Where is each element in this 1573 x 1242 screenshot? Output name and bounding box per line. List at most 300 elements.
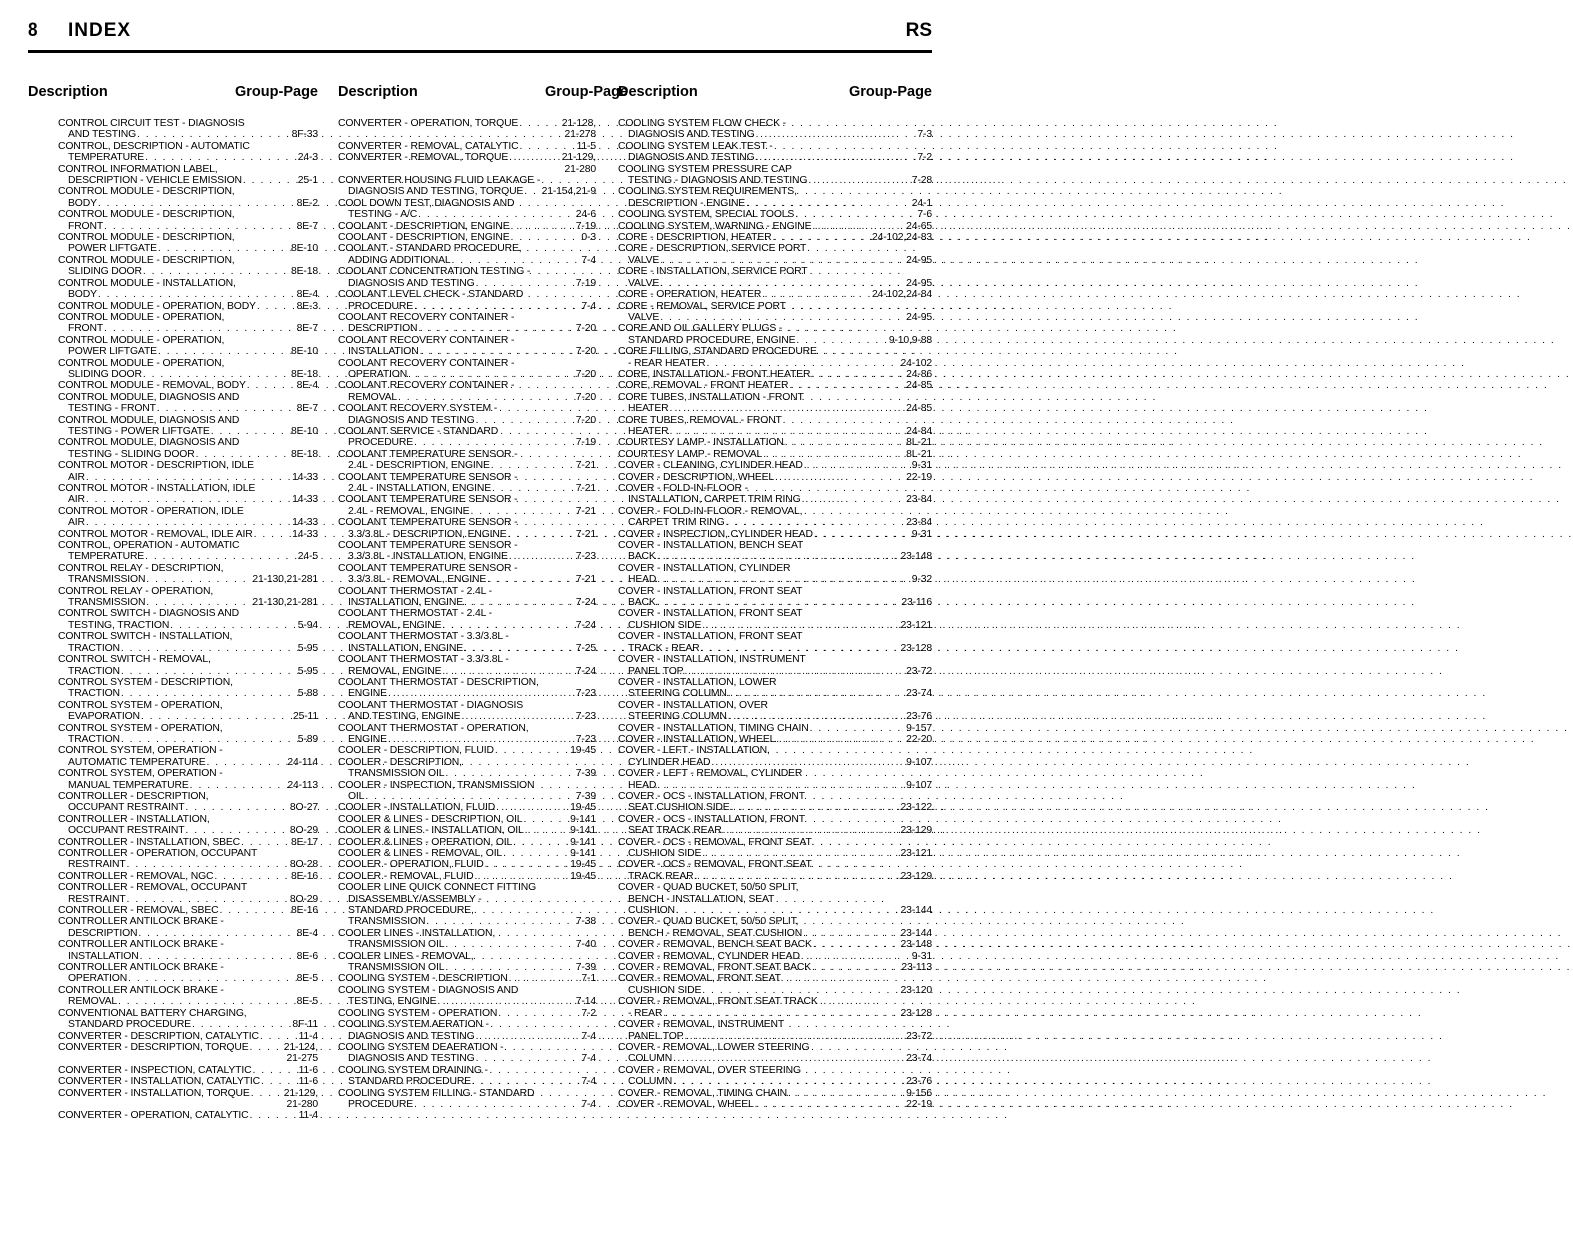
entry-text: CORE TUBES, REMOVAL - FRONT <box>618 414 782 426</box>
page-reference: 7-39 <box>575 768 596 780</box>
entry-text: CONTROL MOTOR - DESCRIPTION, IDLE <box>58 460 254 472</box>
entry-text: COOLING SYSTEM - DESCRIPTION <box>338 973 508 985</box>
dot-leader <box>727 688 906 699</box>
index-entry <box>58 631 318 654</box>
index-entry <box>58 608 318 631</box>
entry-text: REMOVAL <box>68 996 117 1008</box>
dot-leader <box>419 346 576 357</box>
entry-text: COOLANT RECOVERY CONTAINER - <box>338 380 515 392</box>
entry-text: SEAT CUSHION SIDE <box>628 802 730 814</box>
index-entry <box>58 1065 318 1076</box>
dot-leader <box>475 278 576 289</box>
entry-text: COVER - OCS - INSTALLATION, FRONT <box>618 790 805 802</box>
entry-text: COVER - REMOVAL, INSTRUMENT <box>618 1019 785 1031</box>
index-entry <box>58 586 318 609</box>
index-entry <box>58 745 318 768</box>
page-reference: 8E-5 <box>296 973 318 985</box>
entry-text: CONVENTIONAL BATTERY CHARGING, <box>58 1007 247 1019</box>
entry-text: TRANSMISSION OIL <box>348 962 445 974</box>
entry-text: TRACK REAR <box>628 870 694 882</box>
page-reference: 7-23 <box>575 551 596 563</box>
entry-text: CONTROL MODULE - REMOVAL, BODY <box>58 380 246 392</box>
page-reference: 7-21 <box>575 574 596 586</box>
entry-text: COVER - INSTALLATION, CYLINDER <box>618 562 791 574</box>
entry-text: TRACTION <box>68 688 120 700</box>
index-entry <box>58 186 318 209</box>
dot-leader <box>800 951 912 962</box>
entry-text: CONTROL RELAY - OPERATION, <box>58 585 214 597</box>
dot-leader <box>807 175 911 186</box>
index-entry <box>618 1065 932 1088</box>
dot-leader <box>656 551 901 562</box>
dot-leader <box>387 688 576 699</box>
entry-text: CONTROLLER - INSTALLATION, <box>58 813 210 825</box>
entry-text: DESCRIPTION - VEHICLE EMISSION <box>68 175 242 187</box>
dot-leader <box>85 472 292 483</box>
entry-text: PROCEDURE <box>348 1098 414 1110</box>
index-entry <box>618 460 932 471</box>
entry-text: COVER - INSTALLATION, TIMING CHAIN <box>618 722 809 734</box>
page-reference-continued: 21-280 <box>564 163 596 175</box>
entry-text: COVER - FOLD-IN-FLOOR - REMOVAL, <box>618 505 803 517</box>
dot-leader <box>242 175 298 186</box>
dot-leader <box>169 620 298 631</box>
entry-text: DESCRIPTION <box>348 323 418 335</box>
page-reference: 23-76 <box>906 1076 932 1088</box>
entry-text: CUSHION SIDE <box>628 619 702 631</box>
page-reference: 8E-16 <box>291 870 318 882</box>
page-reference: 8E-18 <box>291 368 318 380</box>
entry-text: COOLER - DESCRIPTION, <box>338 756 462 768</box>
entry-text: COVER - REMOVAL, OVER STEERING <box>618 1064 801 1076</box>
entry-text: ADDING ADDITIONAL <box>348 254 451 266</box>
column-header-3 <box>618 84 932 104</box>
page-reference: 23-121 <box>900 848 932 859</box>
entry-text: CONTROL MODULE - OPERATION, <box>58 357 225 369</box>
dot-leader <box>144 152 298 163</box>
dot-leader <box>142 266 291 277</box>
entry-text: CONTROLLER - DESCRIPTION, <box>58 790 209 802</box>
entry-text: PANEL TOP <box>628 665 684 677</box>
entry-text: CORE, INSTALLATION - FRONT HEATER <box>618 368 811 380</box>
index-column-2 <box>338 118 596 1110</box>
page-reference: 21-129, <box>561 152 596 164</box>
entry-text: CONTROL MODULE - INSTALLATION, <box>58 277 236 289</box>
entry-text: COOLANT THERMOSTAT - 3.3/3.8L - <box>338 654 509 666</box>
entry-text: COOLANT SERVICE - STANDARD <box>338 425 499 437</box>
index-entry <box>618 882 932 916</box>
index-entry <box>618 1099 932 1110</box>
page-reference: 7-4 <box>581 254 596 266</box>
dot-leader <box>683 1031 906 1042</box>
page-reference: 11-4 <box>298 1110 318 1122</box>
description-heading: Description <box>338 84 418 100</box>
dot-leader <box>97 198 297 209</box>
entry-text: CORE TUBES, INSTALLATION - FRONT <box>618 391 804 403</box>
dot-leader <box>755 129 918 140</box>
page-reference: 7-1 <box>581 973 596 985</box>
page-title: INDEX <box>68 20 132 41</box>
index-entry <box>58 540 318 563</box>
dot-leader <box>672 1076 906 1087</box>
entry-text: COVER - REMOVAL, WHEEL <box>618 1098 754 1110</box>
page-reference: 14-33 <box>292 471 318 483</box>
dot-leader <box>510 221 576 232</box>
entry-text: COVER - QUAD BUCKET, 50/50 SPLIT, <box>618 882 799 894</box>
dot-leader <box>755 152 918 163</box>
page-reference: 7-20 <box>575 414 596 426</box>
page-reference: 7-23 <box>575 711 596 723</box>
entry-text: OPERATION <box>348 368 408 380</box>
entry-text: COOLANT RECOVERY CONTAINER - <box>338 357 515 369</box>
page-reference: 7-24 <box>575 665 596 677</box>
index-entry <box>618 209 932 220</box>
entry-text: REMOVAL, ENGINE <box>348 665 442 677</box>
entry-text: CORE - DESCRIPTION, SERVICE PORT <box>618 243 807 255</box>
page-reference: 7-14 <box>575 996 596 1008</box>
page-reference: 7-40 <box>575 939 596 951</box>
index-entry <box>58 392 318 415</box>
dot-leader <box>656 597 902 608</box>
entry-text: CONTROL MODULE - OPERATION, <box>58 311 225 323</box>
entry-text: CORE - DESCRIPTION, HEATER <box>618 232 772 244</box>
page-reference: 11-6 <box>298 1064 318 1076</box>
group-page-heading: Group-Page <box>545 84 628 100</box>
index-entry <box>58 985 318 1008</box>
dot-leader <box>139 951 297 962</box>
index-entry <box>58 905 318 916</box>
index-entry <box>338 677 596 700</box>
entry-text: CONTROL SWITCH - REMOVAL, <box>58 654 211 666</box>
dot-leader <box>136 129 292 140</box>
entry-text: COOLANT TEMPERATURE SENSOR - <box>338 448 518 460</box>
dot-leader <box>206 757 288 768</box>
index-entry <box>618 1042 932 1065</box>
entry-text: POWER LIFTGATE <box>68 346 157 358</box>
entry-text: COOLER & LINES - INSTALLATION, OIL <box>338 825 524 837</box>
entry-text: CONTROL MODULE, DIAGNOSIS AND <box>58 437 240 449</box>
dot-leader <box>762 449 906 460</box>
index-entry <box>618 814 932 837</box>
dot-leader <box>775 734 906 745</box>
page-reference: 7-23 <box>575 688 596 700</box>
index-entry <box>58 437 318 460</box>
dot-leader <box>140 711 293 722</box>
page-reference: 24-6 <box>575 209 596 221</box>
index-entry <box>338 608 596 631</box>
index-entry <box>618 449 932 460</box>
entry-text: TEMPERATURE <box>68 152 145 164</box>
page-reference: 7-4 <box>581 1030 596 1042</box>
entry-text: OIL <box>348 790 365 802</box>
page-reference: 24-95 <box>906 254 932 266</box>
entry-text: COVER - INSTALLATION, LOWER <box>618 676 777 688</box>
entry-text: COOLANT LEVEL CHECK - STANDARD <box>338 289 524 301</box>
dot-leader <box>745 198 912 209</box>
index-entry <box>618 723 932 734</box>
index-entry <box>58 768 318 791</box>
dot-leader <box>413 1099 581 1110</box>
page-reference: 7-21 <box>575 505 596 517</box>
dot-leader <box>246 380 297 391</box>
page-reference: 8L-21 <box>906 448 932 460</box>
entry-text: CONTROL MODULE - DESCRIPTION, <box>58 232 235 244</box>
page-reference: 9-107 <box>906 779 932 791</box>
dot-leader <box>441 620 575 631</box>
dot-leader <box>436 996 575 1007</box>
entry-text: COOLING SYSTEM AERATION - <box>338 1019 489 1031</box>
page-reference: 21-154,21-9 <box>541 186 596 198</box>
entry-text: TRANSMISSION <box>68 597 146 609</box>
dot-leader <box>417 323 575 334</box>
index-entry <box>58 791 318 814</box>
index-entry <box>58 939 318 962</box>
index-entry <box>58 700 318 723</box>
index-entry <box>58 848 318 871</box>
entry-text: VALVE <box>628 277 660 289</box>
entry-text: 3.3/3.8L - INSTALLATION, ENGINE <box>348 551 508 563</box>
page-reference: 5-88 <box>297 688 318 700</box>
entry-text: DESCRIPTION - ENGINE <box>628 197 746 209</box>
index-entry <box>338 882 596 928</box>
entry-text: COVER - OCS - INSTALLATION, FRONT <box>618 813 805 825</box>
entry-text: DIAGNOSIS AND TESTING <box>628 152 755 164</box>
index-entry <box>618 437 932 448</box>
page-reference-continued: 21-275 <box>286 1053 318 1065</box>
entry-text: RESTRAINT <box>68 893 126 905</box>
page-reference: 23-84 <box>906 494 932 506</box>
dot-leader <box>809 723 907 734</box>
index-entry <box>618 700 932 723</box>
entry-text: COOLANT RECOVERY SYSTEM - <box>338 403 498 415</box>
entry-text: CORE, REMOVAL - FRONT HEATER <box>618 380 789 392</box>
entry-text: AUTOMATIC TEMPERATURE <box>68 756 206 768</box>
entry-text: COVER - DESCRIPTION, WHEEL <box>618 471 775 483</box>
page-reference: 9-157 <box>906 722 932 734</box>
entry-text: COOLING SYSTEM DEAERATION - <box>338 1041 504 1053</box>
index-entry <box>338 141 596 152</box>
index-entry <box>58 1042 318 1065</box>
page-reference: 8E-18 <box>291 266 318 278</box>
page-reference: 7-21 <box>575 460 596 472</box>
dot-leader <box>120 734 298 745</box>
dot-leader <box>474 871 571 882</box>
page-reference: 23-74 <box>906 1053 932 1065</box>
page-reference: 23-121 <box>900 619 932 631</box>
page-reference: 11-4 <box>298 1030 318 1042</box>
entry-text: DIAGNOSIS AND TESTING <box>348 1030 475 1042</box>
dot-leader <box>772 232 872 243</box>
index-entry <box>338 358 596 381</box>
entry-text: HEATER <box>628 403 669 415</box>
entry-text: BENCH - REMOVAL, SEAT CUSHION <box>628 927 803 939</box>
index-entry <box>58 415 318 438</box>
entry-text: CONTROL SWITCH - INSTALLATION, <box>58 631 233 643</box>
page-reference: 9-32 <box>911 574 932 586</box>
page-reference: 19-45 <box>570 859 596 871</box>
dot-leader <box>490 460 576 471</box>
dot-leader <box>659 255 906 266</box>
dot-leader <box>425 916 576 927</box>
index-entry <box>338 973 596 984</box>
dot-leader <box>659 278 906 289</box>
index-entry <box>58 380 318 391</box>
page-reference: 7-28 <box>911 175 932 187</box>
page-reference: 5-95 <box>297 642 318 654</box>
dot-leader <box>495 802 570 813</box>
dot-leader <box>725 517 907 528</box>
index-entry <box>618 483 932 506</box>
index-entry <box>58 871 318 882</box>
entry-text: STEERING COLUMN <box>628 711 727 723</box>
page-reference: 8O-28 <box>289 859 318 871</box>
entry-text: TESTING, ENGINE <box>348 996 437 1008</box>
entry-text: CONTROL CIRCUIT TEST - DIAGNOSIS <box>58 118 245 129</box>
page-reference: 24-102,24-83 <box>871 232 932 244</box>
page-reference: 5-94 <box>297 619 318 631</box>
page-reference: 8O-29 <box>289 893 318 905</box>
entry-text: VALVE <box>628 254 660 266</box>
index-entry <box>338 837 596 848</box>
entry-text: TRANSMISSION <box>348 916 426 928</box>
page-reference: 5-89 <box>297 733 318 745</box>
dot-leader <box>157 346 291 357</box>
index-entry <box>58 232 318 255</box>
entry-text: REMOVAL <box>348 391 397 403</box>
entry-text: CONTROL, DESCRIPTION - AUTOMATIC <box>58 140 250 152</box>
entry-text: CONTROLLER ANTILOCK BRAKE - <box>58 984 224 996</box>
entry-text: COOLANT THERMOSTAT - 2.4L - <box>338 585 492 597</box>
page-reference: 11-5 <box>576 140 596 152</box>
page-reference: 24-85 <box>906 403 932 415</box>
page-reference: 7-19 <box>575 277 596 289</box>
entry-text: CUSHION SIDE <box>628 848 702 859</box>
entry-text: BENCH - INSTALLATION, SEAT <box>628 893 775 905</box>
entry-text: TEMPERATURE <box>68 551 145 563</box>
entry-text: 2.4L - INSTALLATION, ENGINE <box>348 483 491 494</box>
page-reference: 8F-33 <box>291 129 318 141</box>
index-entry <box>58 278 318 301</box>
entry-text: VALVE <box>628 311 660 323</box>
index-entry <box>58 563 318 586</box>
entry-text: CORE FILLING, STANDARD PROCEDURE <box>618 346 817 358</box>
dot-leader <box>145 597 252 608</box>
dot-leader <box>240 837 291 848</box>
dot-leader <box>471 1076 581 1087</box>
entry-text: STEERING COLUMN <box>628 688 727 700</box>
page-reference: 8E-3 <box>296 300 318 312</box>
dot-leader <box>675 905 901 916</box>
dot-leader <box>524 825 571 836</box>
index-entry <box>618 1088 932 1099</box>
entry-text: CONVERTER - OPERATION, CATALYTIC <box>58 1110 249 1122</box>
entry-text: MANUAL TEMPERATURE <box>68 779 189 791</box>
index-entry <box>618 734 932 745</box>
page-reference: 8E-18 <box>291 448 318 460</box>
entry-text: TRANSMISSION OIL <box>348 768 445 780</box>
entry-text: COOLER - OPERATION, FLUID <box>338 859 484 871</box>
entry-text: COVER - INSTALLATION, WHEEL <box>618 733 776 745</box>
index-entry <box>338 221 596 232</box>
index-entry <box>618 1019 932 1042</box>
entry-text: CONTROLLER - INSTALLATION, SBEC <box>58 836 241 848</box>
page-reference: 7-24 <box>575 597 596 609</box>
page-reference: 22-20 <box>906 733 932 745</box>
entry-text: TESTING - SLIDING DOOR <box>68 448 195 460</box>
entry-text: CONTROLLER - OPERATION, OCCUPANT <box>58 848 258 859</box>
entry-text: TESTING - A/C <box>348 209 418 221</box>
page-reference: 7-4 <box>581 1053 596 1065</box>
dot-leader <box>407 369 576 380</box>
index-entry <box>338 266 596 289</box>
index-entry <box>58 312 318 335</box>
entry-text: BODY <box>68 289 97 301</box>
entry-text: CONTROL, OPERATION - AUTOMATIC <box>58 540 240 552</box>
description-heading: Description <box>618 84 698 100</box>
entry-text: CONTROLLER - REMOVAL, OCCUPANT <box>58 882 248 894</box>
page-reference: 7-4 <box>581 1098 596 1110</box>
dot-leader <box>142 369 291 380</box>
index-entry <box>58 882 318 905</box>
index-entry <box>618 289 932 300</box>
index-entry <box>58 255 318 278</box>
page-reference: 23-116 <box>901 597 932 609</box>
index-entry <box>58 118 318 141</box>
page-reference: 19-45 <box>570 745 596 757</box>
dot-leader <box>507 529 576 540</box>
entry-text: OPERATION <box>68 973 128 985</box>
entry-text: COOLING SYSTEM, SPECIAL TOOLS <box>618 209 795 221</box>
index-entry <box>58 164 318 187</box>
index-entry <box>338 243 596 266</box>
index-entry <box>338 152 596 175</box>
index-entry <box>58 814 318 837</box>
page-reference: 7-20 <box>575 323 596 335</box>
entry-text: OCCUPANT RESTRAINT <box>68 825 185 837</box>
entry-text: CONTROL SYSTEM - OPERATION, <box>58 699 223 711</box>
dot-leader <box>463 597 576 608</box>
entry-text: CONTROL MODULE - OPERATION, <box>58 334 225 346</box>
entry-text: COOLANT THERMOSTAT - OPERATION, <box>338 722 529 734</box>
index-entry <box>338 449 596 472</box>
entry-text: CONTROLLER ANTILOCK BRAKE - <box>58 939 224 951</box>
entry-text: COURTESY LAMP - INSTALLATION <box>618 437 784 449</box>
index-entry <box>338 745 596 756</box>
index-entry <box>618 973 932 996</box>
page-reference: 5-95 <box>297 665 318 677</box>
entry-text: COOLANT - DESCRIPTION, ENGINE <box>338 220 510 232</box>
page-reference: 23-144 <box>900 927 932 939</box>
entry-text: STANDARD PROCEDURE, ENGINE <box>628 334 796 346</box>
page-reference: 7-25 <box>575 642 596 654</box>
dot-leader <box>184 825 289 836</box>
index-entry <box>618 608 932 631</box>
index-entry <box>618 951 932 962</box>
dot-leader <box>475 1031 582 1042</box>
dot-leader <box>508 973 582 984</box>
dot-leader <box>788 380 906 391</box>
index-entry <box>618 996 932 1019</box>
entry-text: PROCEDURE <box>348 437 414 449</box>
page-reference: 23-72 <box>906 1030 932 1042</box>
page-reference: 25-11 <box>292 711 318 723</box>
dot-leader <box>157 243 291 254</box>
dot-leader <box>795 335 888 346</box>
entry-text: COOLANT TEMPERATURE SENSOR - <box>338 517 518 529</box>
index-entry <box>618 323 932 346</box>
entry-text: CONTROL MODULE, DIAGNOSIS AND <box>58 414 240 426</box>
entry-text: COOLER & LINES - OPERATION, OIL <box>338 836 513 848</box>
